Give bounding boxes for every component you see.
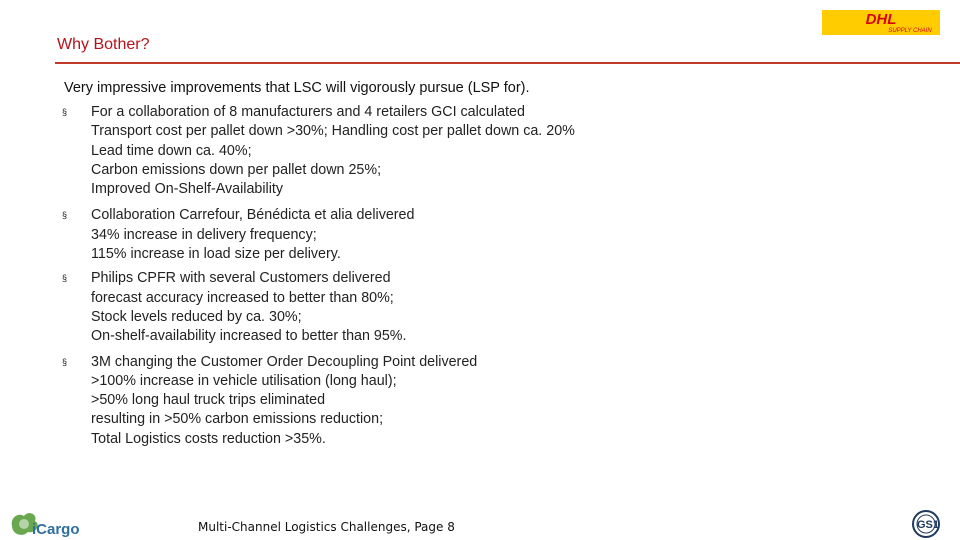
title-divider bbox=[55, 62, 960, 64]
bullet-item bbox=[60, 103, 760, 199]
bullet-line: Improved On-Shelf-Availability bbox=[91, 181, 284, 198]
bullet-line: Transport cost per pallet down >30%; Handling cost per pallet down ca. 20% bbox=[91, 123, 575, 140]
bullet-line: 3M changing the Customer Order Decoupling Point delivered bbox=[91, 353, 478, 370]
bullet-line: For a collaboration of 8 manufacturers and 4 retailers GCI calculated bbox=[91, 104, 525, 120]
gs1-logo-text: GS1 bbox=[916, 519, 940, 531]
bullet-line: Collaboration Carrefour, Bénédicta et alia delivered bbox=[91, 207, 415, 224]
bullet-marker: § bbox=[62, 273, 68, 284]
slide-subtitle: Very impressive improvements that LSC will vigorously pursue (LSP for). bbox=[64, 80, 530, 96]
bullet-line: Total Logistics costs reduction >35%. bbox=[91, 430, 326, 447]
bullet-line: Philips CPFR with several Customers delivered bbox=[91, 270, 391, 287]
bullet-line: On-shelf-availability increased to better than 95%. bbox=[91, 328, 407, 345]
bullet-line: >100% increase in vehicle utilisation (long haul); bbox=[91, 372, 397, 389]
bullet-line: Carbon emissions down per pallet down 25%; bbox=[91, 161, 382, 178]
bullet-line: >50% long haul truck trips eliminated bbox=[91, 392, 326, 409]
bullet-line: Lead time down ca. 40%; bbox=[91, 142, 252, 159]
gs1-logo bbox=[904, 506, 956, 540]
bullet-item bbox=[60, 206, 760, 264]
bullet-line: Stock levels reduced by ca. 30%; bbox=[91, 308, 302, 325]
bullet-line: forecast accuracy increased to better than 80%; bbox=[91, 289, 394, 306]
bullet-line: 34% increase in delivery frequency; bbox=[91, 226, 317, 243]
icargo-logo bbox=[8, 506, 92, 540]
icargo-logo-text: iCargo bbox=[32, 521, 80, 538]
bullet-list bbox=[60, 103, 760, 449]
page-title: Why Bother? bbox=[57, 36, 150, 53]
bullet-marker: § bbox=[62, 107, 68, 117]
dhl-logo-subtext: SUPPLY CHAIN bbox=[888, 28, 932, 34]
bullet-item bbox=[60, 269, 760, 346]
footer-page-label: Multi-Channel Logistics Challenges, Page 8 bbox=[198, 520, 455, 534]
dhl-logo-text: DHL bbox=[865, 11, 897, 28]
dhl-supply-chain-logo bbox=[822, 10, 940, 35]
bullet-line: 115% increase in load size per delivery. bbox=[91, 246, 341, 263]
bullet-marker: § bbox=[62, 356, 68, 367]
bullet-item bbox=[60, 353, 760, 449]
bullet-line: resulting in >50% carbon emissions reduction; bbox=[91, 411, 384, 428]
bullet-marker: § bbox=[62, 210, 68, 221]
